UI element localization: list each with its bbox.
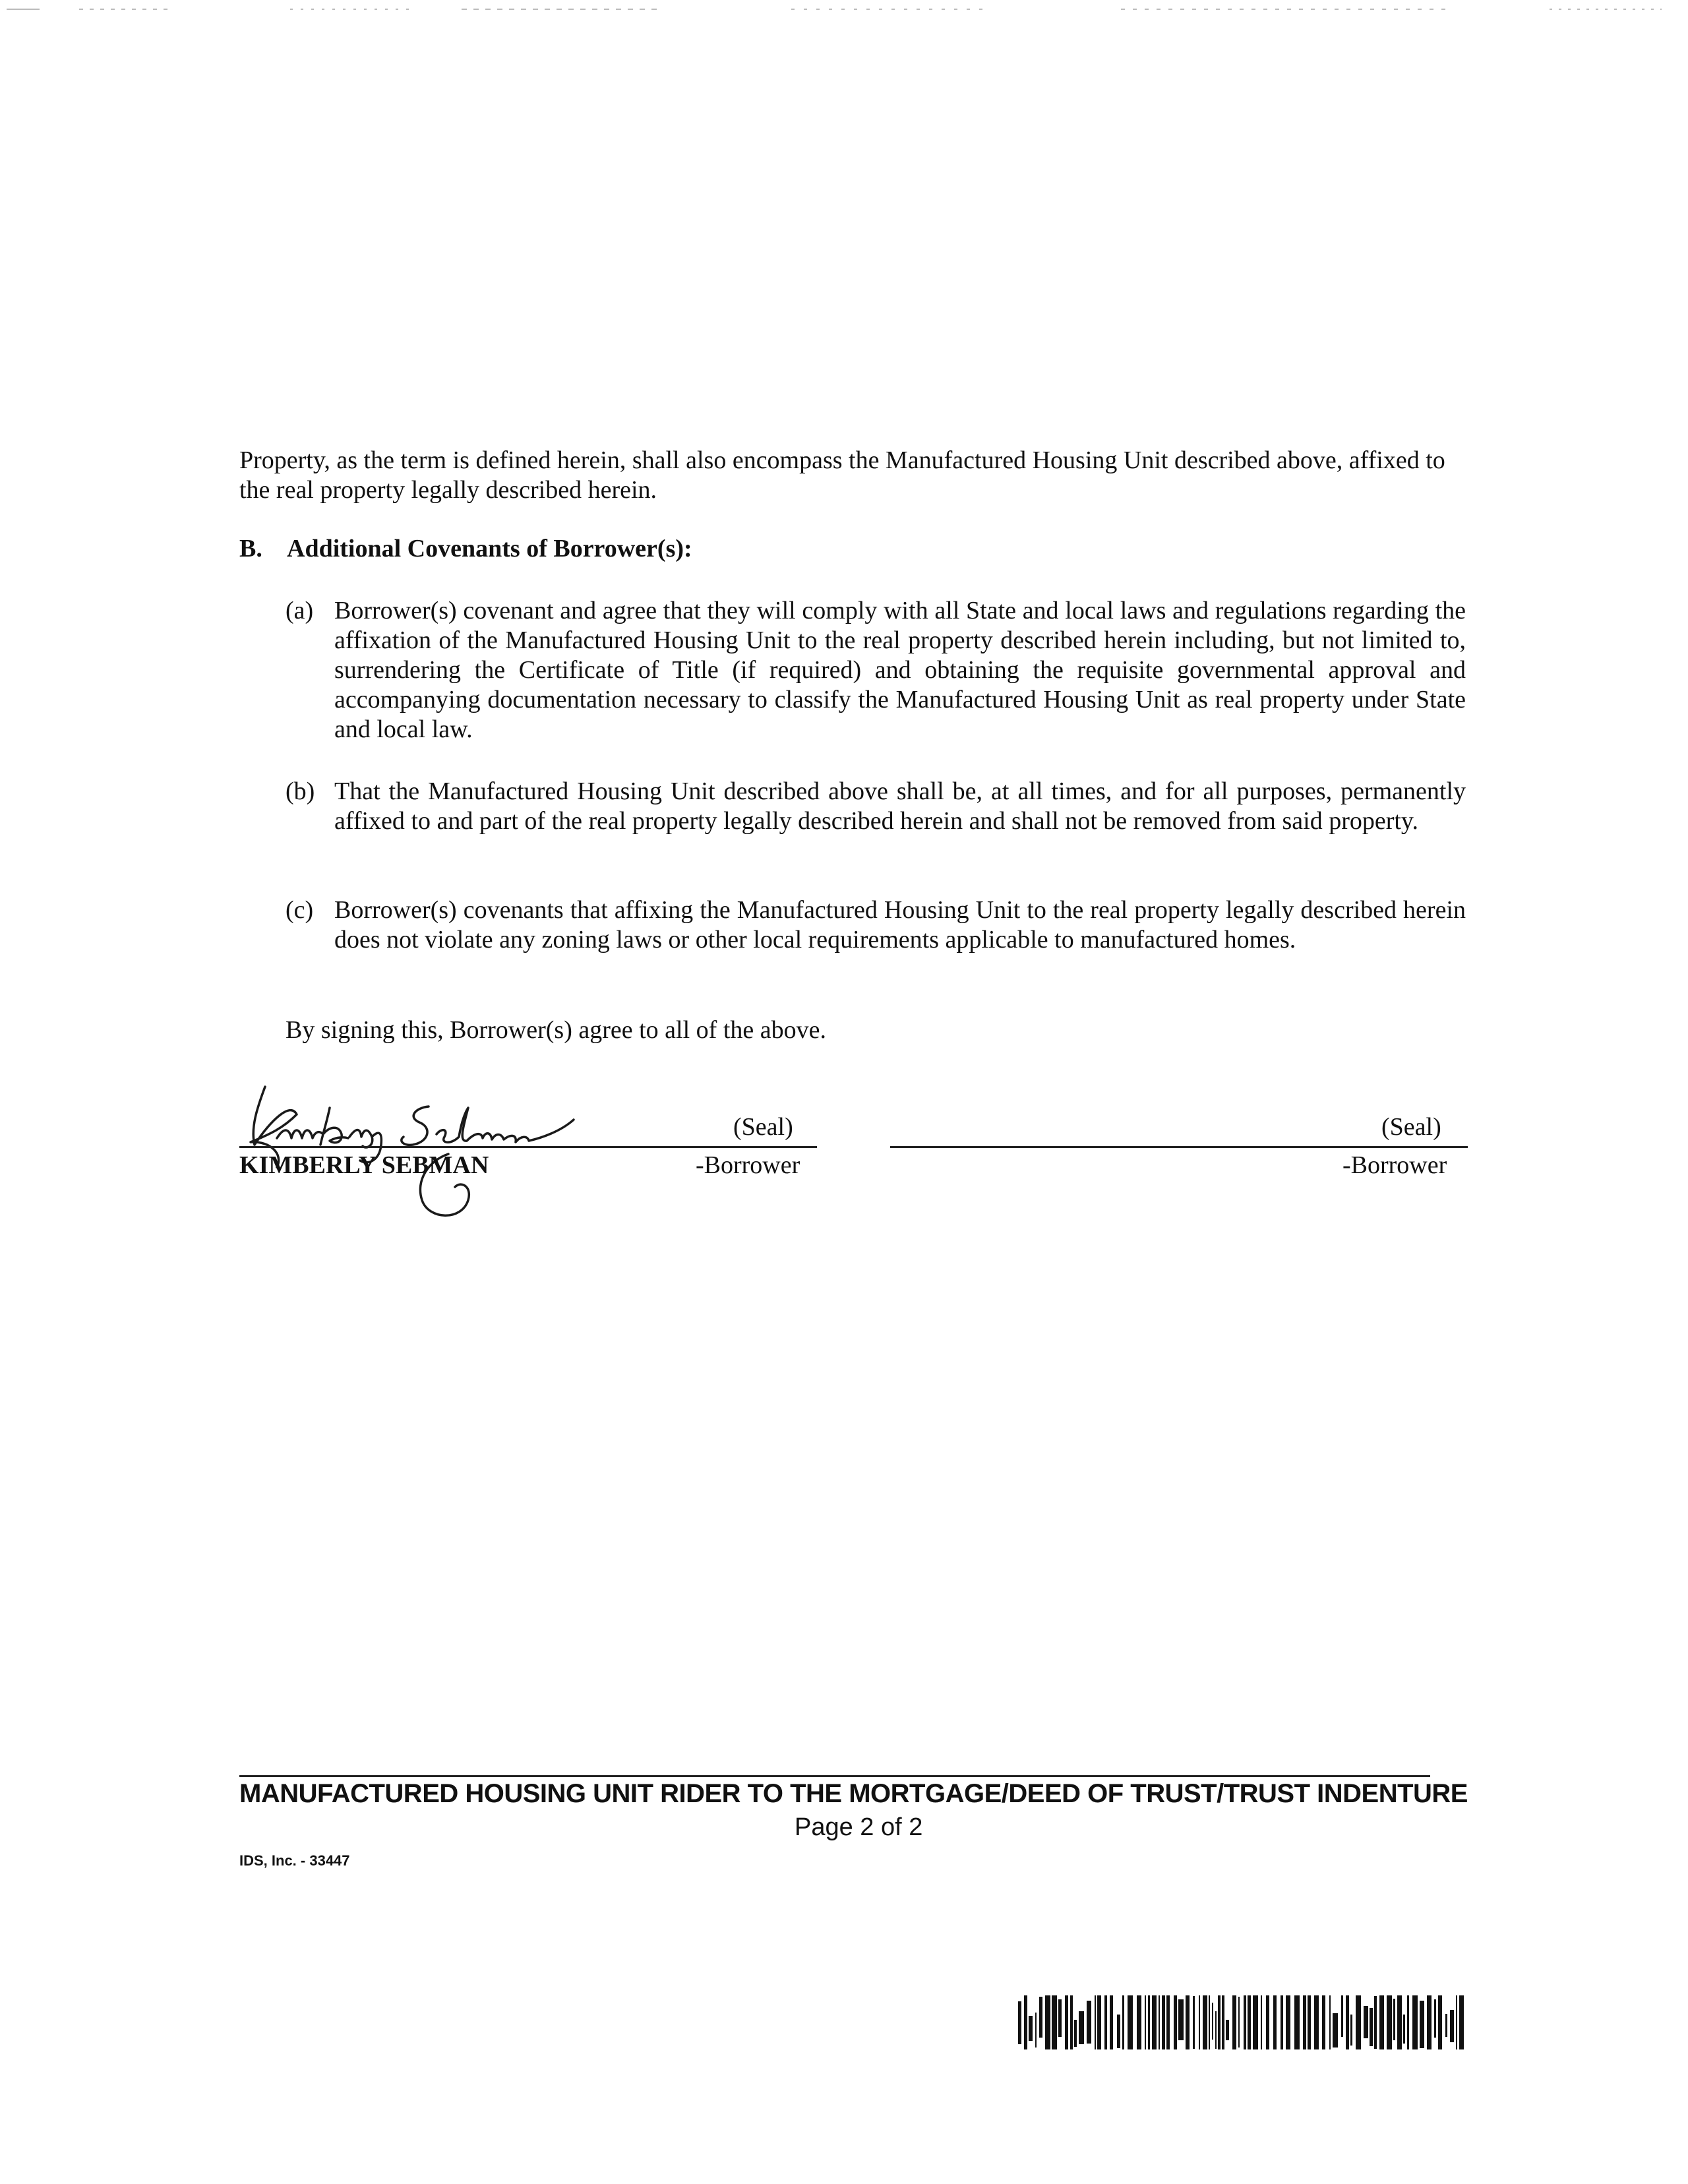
barcode-bar [1232,1995,1236,2049]
barcode-bar [1266,1995,1269,2049]
barcode-bar [1039,1997,1042,2038]
barcode-bar [1253,1995,1258,2049]
barcode-bar [1166,1995,1170,2049]
form-id: IDS, Inc. - 33447 [239,1852,350,1869]
barcode-bar [1018,2001,1021,2044]
barcode-bar [1244,1995,1246,2049]
barcode-bar [1281,1995,1283,2049]
barcode-bar [1459,1995,1464,2049]
covenant-item-b [286,777,1466,836]
covenant-item-a [286,596,1466,744]
signature-line [239,1146,817,1148]
barcode-bar [1152,1995,1157,2049]
barcode-bar [1273,1995,1277,2049]
item-text: Borrower(s) covenants that affixing the Manufactured Housing Unit to the real property legally described herein does not violate any zoning laws or other local requirements applicable to manufactured homes. [334,896,1466,954]
barcode-bar [1074,2020,1077,2047]
barcode-bar [1407,1995,1409,2049]
footer-title: MANUFACTURED HOUSING UNIT RIDER TO THE MORTGAGE/DEED OF TRUST/TRUST INDENTURE [239,1779,1468,1808]
barcode-bar [1052,1995,1057,2049]
barcode-bar [1370,2008,1373,2046]
barcode-bar [1438,1995,1442,2049]
barcode-bar [1397,1995,1402,2049]
barcode-bar [1097,1995,1101,2049]
barcode-bar [1117,2015,1120,2048]
barcode-bar [1222,1995,1224,2049]
barcode-bar [1333,2013,1338,2048]
barcode-bar [1024,1995,1027,2049]
covenant-item-c [286,895,1466,955]
item-label: (b) [286,777,315,805]
barcode-bar [1162,1995,1165,2049]
scan-edge-marks [0,0,1688,20]
barcode-bar [1212,2003,1213,2040]
barcode-bar [1364,2006,1368,2038]
barcode-icon [1018,1995,1466,2049]
barcode-bar [1314,1995,1319,2049]
barcode-bar [1087,2001,1091,2044]
item-text: Borrower(s) covenant and agree that they will comply with all State and local laws and regulations regarding the affixation of the Manufactured Housing Unit to the real property described herein including, but not limited to, surrendering the Certificate of Title (if required) and obtaining the requisite governmental approval and accompanying documentation necessary to classify the Manufactured Housing Unit as real property under State and local law. [334,597,1466,743]
barcode-bar [1218,1995,1221,2049]
barcode-bar [1294,1995,1300,2049]
barcode-bar [1045,1995,1050,2049]
barcode-bar [1029,2016,1033,2041]
item-label: (c) [286,896,314,924]
borrower-name: KIMBERLY SEBMAN [239,1151,489,1179]
barcode-bar [1186,1995,1190,2049]
barcode-bar [1065,1995,1068,2049]
item-text: That the Manufactured Housing Unit described above shall be, at all times, and for all purposes, permanently affixed to and part of the real property legally described herein and shall not be removed from said property. [334,777,1466,835]
barcode-bar [1145,1995,1146,2049]
barcode-bar [1322,1995,1325,2049]
borrower-role: -Borrower [1342,1151,1447,1179]
barcode-bar [1193,1996,1195,2049]
barcode-bar [1199,1995,1200,2049]
barcode-bar [1303,1995,1306,2049]
barcode-bar [1226,2020,1229,2040]
barcode-bar [1420,2001,1424,2048]
barcode-bar [1329,1995,1331,2049]
barcode-bar [1286,1995,1290,2049]
closing-statement: By signing this, Borrower(s) agree to all of the above. [286,1016,826,1044]
intro-paragraph: Property, as the term is defined herein, shall also encompass the Manufactured Housing Unit described above, affixed to the real property legally described herein. [239,446,1445,504]
barcode-bar [1379,1995,1384,2049]
barcode-bar [1238,1997,1240,2048]
section-b-heading [239,534,692,563]
page-number: Page 2 of 2 [795,1813,923,1841]
barcode-bar [1346,1995,1349,2049]
barcode-bar [1434,1999,1436,2038]
barcode-bar [1148,1995,1150,2049]
barcode-bar [1110,1995,1113,2049]
barcode-bar [1261,1995,1262,2049]
barcode-bar [1308,1995,1311,2049]
barcode-bar [1374,1996,1377,2049]
barcode-bar [1178,1999,1184,2040]
barcode-bar [1341,1995,1343,2037]
barcode-bar [1350,2015,1352,2046]
barcode-bar [1427,1995,1432,2049]
barcode-bar [1079,2011,1084,2044]
seal-label: (Seal) [1381,1113,1441,1141]
barcode-bar [1058,1999,1062,2037]
borrower-role: -Borrower [696,1151,800,1179]
barcode-bar [1104,1995,1107,2049]
barcode-bar [1122,1995,1124,2049]
signature-line [890,1146,1468,1148]
barcode-bar [1450,2010,1454,2042]
barcode-bar [1203,1995,1207,2049]
barcode-bar [1412,1995,1418,2049]
barcode-bar [1095,1995,1096,2049]
barcode-bar [1137,1995,1141,2049]
barcode-bar [1209,1995,1210,2049]
barcode-bar [1070,1995,1073,2049]
seal-label: (Seal) [733,1113,793,1141]
barcode-bar [1387,1995,1392,2049]
barcode-bar [1159,1995,1160,2049]
item-label: (a) [286,597,314,624]
barcode-bar [1035,2013,1037,2048]
barcode-bar [1128,1995,1133,2049]
footer-rule [239,1775,1430,1777]
section-title: Additional Covenants of Borrower(s): [287,535,692,562]
barcode-bar [1215,2011,1217,2049]
barcode-bar [1393,1999,1395,2040]
barcode-bar [1174,1995,1177,2049]
section-letter: B. [239,535,262,562]
barcode-bar [1445,2014,1447,2037]
barcode-bar [1356,1995,1361,2049]
barcode-bar [1403,2015,1405,2044]
barcode-bar [1248,1995,1251,2049]
barcode-bar [1456,1995,1457,2049]
